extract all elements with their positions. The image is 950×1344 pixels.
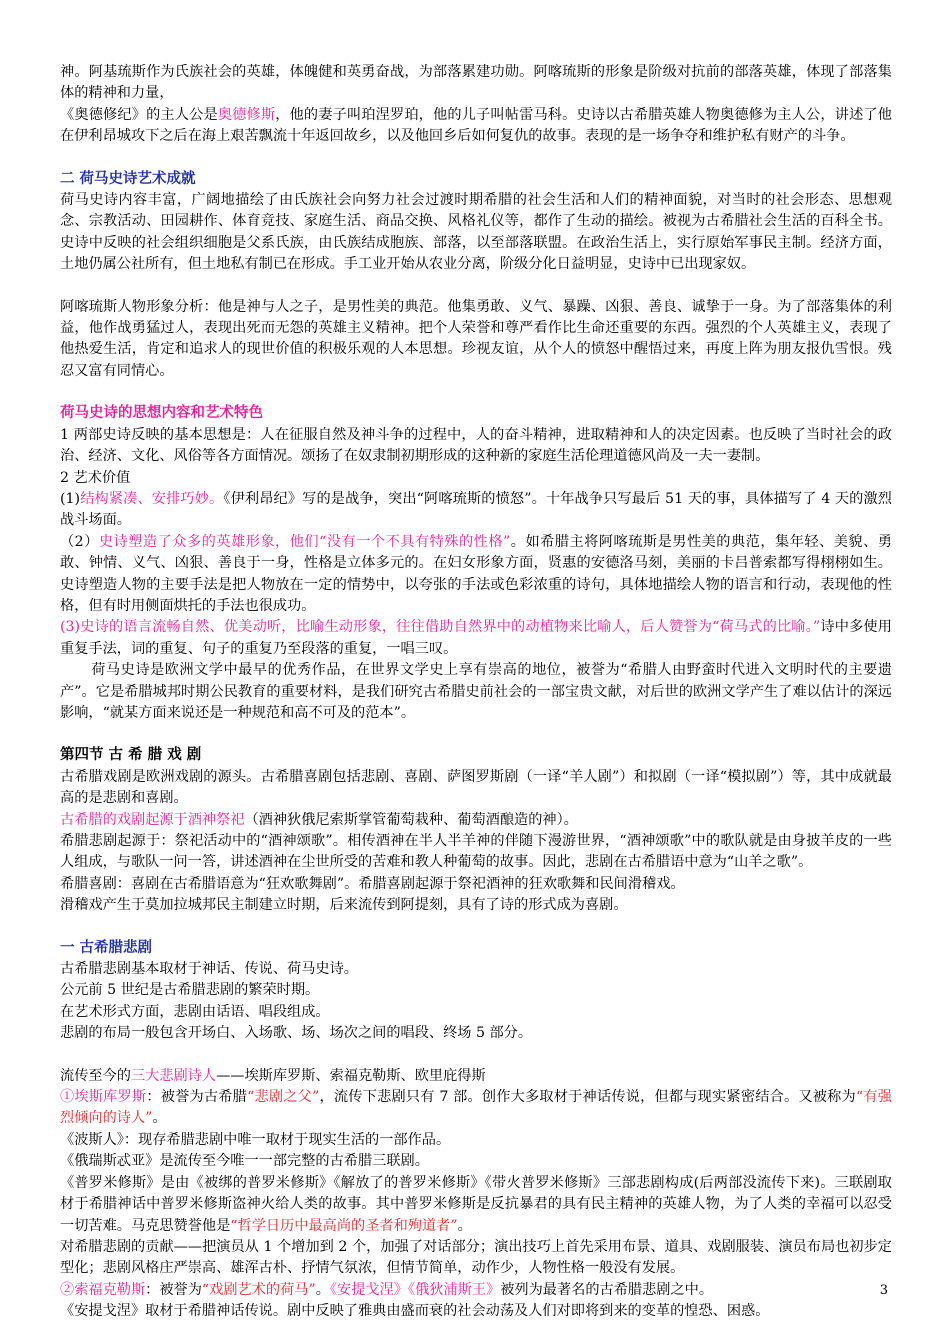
paragraph: (3)史诗的语言流畅自然、优美动听，比喻生动形象，往往借助自然界中的动植物来比喻人，后人赞誉为“荷马式的比喻。”诗中多使用重复手法，词的重复、句子的重复乃至段落的重复，一唱三叹。 <box>60 619 892 657</box>
paragraph: 《安提戈涅》取材于希腊神话传说。剧中反映了雅典由盛而衰的社会动荡及人们对即将到来的变革的惶恐、困惑。 <box>60 1303 770 1320</box>
paragraph: 在艺术形式方面，悲剧由话语、唱段组成。 <box>60 1003 330 1020</box>
paragraph: 《奥德修纪》的主人公是奥德修斯，他的妻子叫珀涅罗珀，他的儿子叫帖雷马科。史诗以古希腊英雄人物奥德修为主人公，讲述了他在伊利昂城攻下之后在海上艰苦飘流十年返回故乡，以及他回乡后如何复仇的故事。表现的是一场争夺和维护私有财产的斗争。 <box>60 106 892 145</box>
paragraph: 2 艺术价值 <box>60 469 131 486</box>
paragraph: 荷马史诗是欧洲文学中最早的优秀作品，在世界文学史上享有崇高的地位，被誉为“希腊人由野蛮时代进入文明时代的主要遗产”。它是希腊城邦时期公民教育的重要材料，是我们研究古希腊史前社会的一部宝贵文献，对后世的欧洲文学产生了难以估计的深远影响，“就某方面来说还是一种规范和高不可及的范本”。 <box>60 662 892 721</box>
paragraph: 古希腊戏剧是欧洲戏剧的源头。古希腊喜剧包括悲剧、喜剧、萨图罗斯剧（一译“羊人剧”）和拟剧（一译“模拟剧”）等，其中成就最高的是悲剧和喜剧。 <box>60 768 892 807</box>
paragraph: (1)结构紧凑、安排巧妙。《伊利昂纪》写的是战争，突出“阿喀琉斯的愤怒”。十年战争只写最后 51 天的事，具体描写了 4 天的激烈战斗场面。 <box>60 490 892 529</box>
paragraph: 古希腊的戏剧起源于酒神祭祀（酒神狄俄尼索斯掌管葡萄栽种、葡萄酒酿造的神）。 <box>60 811 578 828</box>
paragraph: 希腊悲剧起源于：祭祀活动中的“酒神颂歌”。相传酒神在半人半羊神的伴随下漫游世界，“酒神颂歌”中的歌队就是由身披羊皮的一些人组成，与歌队一问一答，讲述酒神在尘世所受的苦难和教人种葡萄的故事。因此，悲剧在古希腊语中意为“山羊之歌”。 <box>60 833 892 871</box>
paragraph: 希腊喜剧：喜剧在古希腊语意为“狂欢歌舞剧”。希腊喜剧起源于祭祀酒神的狂欢歌舞和民间滑稽戏。 <box>60 875 685 892</box>
paragraph: 公元前 5 世纪是古希腊悲剧的繁荣时期。 <box>60 982 320 999</box>
paragraph: 悲剧的布局一般包含开场白、入场歌、场、场次之间的唱段、终场 5 部分。 <box>60 1025 533 1042</box>
paragraph: 古希腊悲剧基本取材于神话、传说、荷马史诗。 <box>60 961 358 978</box>
paragraph: 流传至今的三大悲剧诗人——埃斯库罗斯、索福克勒斯、欧里庇得斯 <box>60 1067 486 1084</box>
paragraph: 阿喀琉斯人物形象分析：他是神与人之子，是男性美的典范。他集勇敢、义气、暴躁、凶狠、善良、诚挚于一身。为了部落集体的利益，他作战勇猛过人，表现出死而无怨的英雄主义精神。把个人荣誉和尊严看作比生命还重要的东西。强烈的个人英雄主义，表现了他热爱生活，肯定和追求人的现世价值的积极乐观的人本思想。珍视友谊，从个人的愤怒中醒悟过来，再度上阵为朋友报仇雪恨。残忍又富有同情心。 <box>60 298 892 379</box>
paragraph: 滑稽戏产生于莫加拉城邦民主制建立时期，后来流传到阿提刻，具有了诗的形式成为喜剧。 <box>60 897 628 914</box>
paragraph: ②索福克勒斯：被誉为“戏剧艺术的荷马”。《安提戈涅》《俄狄浦斯王》被列为最著名的古希腊悲剧之中。 <box>60 1281 714 1298</box>
section-heading: 一 古希腊悲剧 <box>60 939 153 956</box>
section-heading: 第四节 古 希 腊 戏 剧 <box>60 747 202 764</box>
paragraph: 神。阿基琉斯作为氏族社会的英雄，体魄健和英勇奋战，为部落累建功勋。阿喀琉斯的形象是阶级对抗前的部落英雄，体现了部落集体的精神和力量， <box>60 64 892 102</box>
paragraph: 《普罗米修斯》是由《被绑的普罗米修斯》《解放了的普罗米修斯》《带火普罗米修斯》三部悲剧构成(后两部没流传下来)。三联剧取材于希腊神话中普罗米修斯盗神火给人类的故事。其中普罗米修斯是反抗暴君的具有民主精神的英雄人物，为了人类的幸福可以忍受一切苦难。马克思赞誉他是“哲学日历中最高尚的圣者和殉道者”。 <box>60 1174 892 1234</box>
page-number: 3 <box>879 1283 888 1298</box>
paragraph: （2）史诗塑造了众多的英雄形象，他们“没有一个不具有特殊的性格”。如希腊主将阿喀琉斯是男性美的典范，集年轻、美貌、勇敢、钟情、义气、凶狠、善良于一身，性格是立体多元的。在妇女形象方面，贤惠的安德洛马刻，美丽的卡吕普索都写得栩栩如生。史诗塑造人物的主要手法是把人物放在一定的情势中，以夸张的手法或色彩浓重的诗句，具体地描绘人物的语言和行动，表现他的性格，但有时用侧面烘托的手法也很成功。 <box>60 533 892 614</box>
paragraph: 荷马史诗内容丰富，广阔地描绘了由氏族社会向努力社会过渡时期希腊的社会生活和人们的精神面貌，对当时的社会形态、思想观念、宗教活动、田园耕作、体育竞技、家庭生活、商品交换、风格礼仪等，都作了生动的描绘。被视为古希腊社会生活的百科全书。史诗中反映的社会组织细胞是父系氏族，由氏族结成胞族、部落，以至部落联盟。在政治生活上，实行原始军事民主制。经济方面，土地仍属公社所有，但土地私有制已在形成。手工业开始从农业分离，阶级分化日益明显，史诗中已出现家奴。 <box>60 192 892 273</box>
section-heading: 荷马史诗的思想内容和艺术特色 <box>60 405 263 422</box>
paragraph: 《波斯人》：现存希腊悲剧中唯一取材于现实生活的一部作品。 <box>60 1131 451 1148</box>
paragraph: 《俄瑞斯忒亚》是流传至今唯一一部完整的古希腊三联剧。 <box>60 1153 429 1170</box>
document-page <box>60 62 892 1323</box>
section-heading: 二 荷马史诗艺术成就 <box>60 170 196 187</box>
paragraph: ①埃斯库罗斯：被誉为古希腊“悲剧之父”，流传下悲剧只有 7 部。创作大多取材于神话传说，但都与现实紧密结合。又被称为“有强烈倾向的诗人”。 <box>60 1089 892 1127</box>
paragraph: 1 两部史诗反映的基本思想是：人在征服自然及神斗争的过程中，人的奋斗精神，进取精神和人的决定因素。也反映了当时社会的政治、经济、文化、风俗等各方面情况。颂扬了在奴隶制初期形成的这种新的家庭生活伦理道德风尚及一夫一妻制。 <box>60 426 892 465</box>
paragraph: 对希腊悲剧的贡献——把演员从 1 个增加到 2 个，加强了对话部分；演出技巧上首先采用布景、道具、戏剧服装、演员布局也初步定型化；悲剧风格庄严崇高、雄浑古朴、抒情气氛浓，但情节简单，动作少，人物性格一般没有发展。 <box>60 1238 892 1277</box>
